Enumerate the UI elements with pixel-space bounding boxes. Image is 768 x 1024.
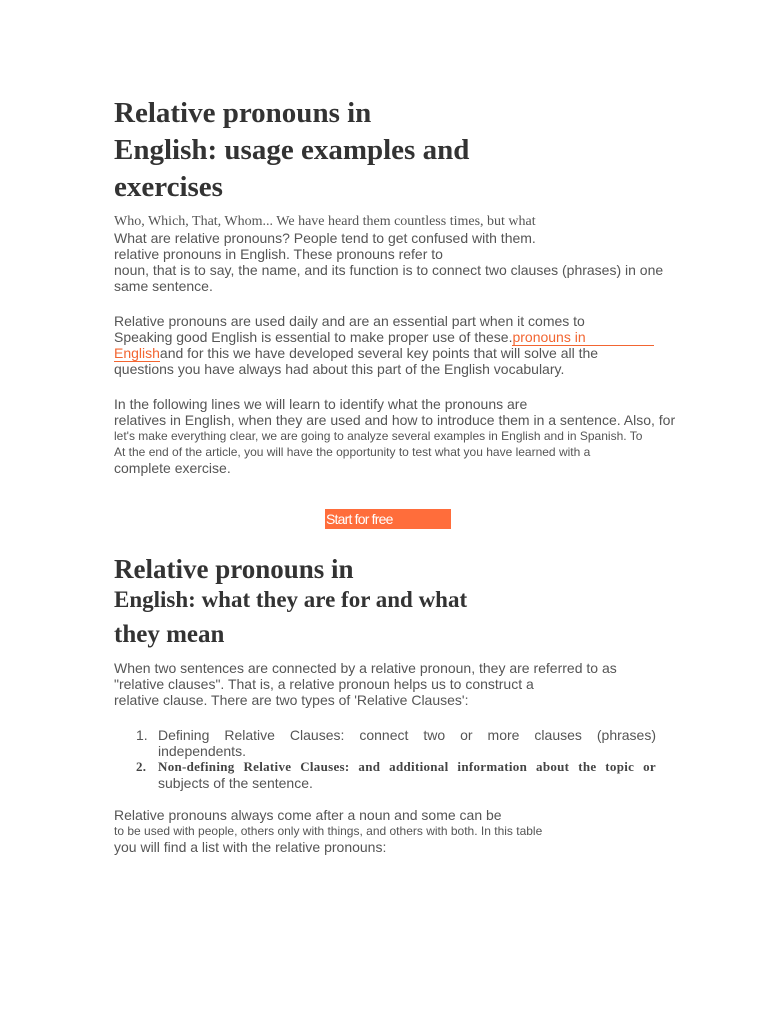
list-item-text: Non-defining Relative Clauses: and additional information about the topic or [158,759,656,774]
section-paragraph [114,660,617,708]
overview-line: let's make everything clear, we are going to analyze several examples in English and in Spanish. To [114,429,643,443]
overview-line: relatives in English, when they are used and how to introduce them in a sentence. Also, for [114,412,676,428]
start-for-free-button[interactable]: Start for free [325,509,451,529]
list-number: 1. [136,727,148,743]
list-item-text: subjects of the sentence. [158,775,313,791]
usage-line-text: and for this we have developed several key points that will solve all the [159,345,599,361]
section-line: "relative clauses". That is, a relative pronoun helps us to construct a [114,676,534,692]
section-line: When two sentences are connected by a relative pronoun, they are referred to as [114,660,617,676]
intro-line: same sentence. [114,278,213,294]
title-line: English: usage examples and [114,134,470,166]
pronouns-in-english-link-cont[interactable]: English [114,345,160,361]
closing-line: you will find a list with the relative pronouns: [114,839,387,855]
overview-line: At the end of the article, you will have the opportunity to test what you have learned with a [114,445,591,459]
list-item [136,759,656,775]
title-line: Relative pronouns in [114,97,372,129]
closing-paragraph [114,807,542,855]
closing-line: Relative pronouns always come after a noun and some can be [114,807,502,823]
usage-line-text: Speaking good English is essential to make proper use of these. [114,329,513,345]
title-line: exercises [114,171,223,203]
intro-paragraph [114,214,663,294]
usage-line: Relative pronouns are used daily and are an essential part when it comes to [114,313,585,329]
relative-clauses-list [136,727,656,791]
intro-line: What are relative pronouns? People tend to get confused with them. [114,230,536,246]
usage-line [114,329,654,345]
usage-line: questions you have always had about this part of the English vocabulary. [114,361,565,377]
usage-line [114,345,654,361]
section-heading-line: Relative pronouns in [114,554,354,584]
list-number: 2. [136,759,147,774]
closing-line: to be used with people, others only with things, and others with both. In this table [114,824,543,838]
usage-paragraph [114,313,654,377]
intro-line: noun, that is to say, the name, and its function is to connect two clauses (phrases) in one [114,262,664,278]
overview-paragraph [114,396,675,476]
page-title [114,96,469,207]
section-heading-line: they mean [114,621,225,648]
overview-line: complete exercise. [114,460,231,476]
overview-line: In the following lines we will learn to identify what the pronouns are [114,396,528,412]
pronouns-in-english-link[interactable]: pronouns in [512,329,653,346]
list-item [136,727,656,759]
section-heading-line: English: what they are for and what [114,587,468,612]
section-line: relative clause. There are two types of 'Relative Clauses': [114,692,469,708]
section-heading [114,553,467,654]
intro-line: relative pronouns in English. These pronouns refer to [114,246,443,262]
list-item-continuation [136,775,656,791]
list-item-text: Defining Relative Clauses: connect two or more clauses (phrases) independents. [158,727,656,759]
intro-line: Who, Which, That, Whom... We have heard them countless times, but what [114,214,536,229]
